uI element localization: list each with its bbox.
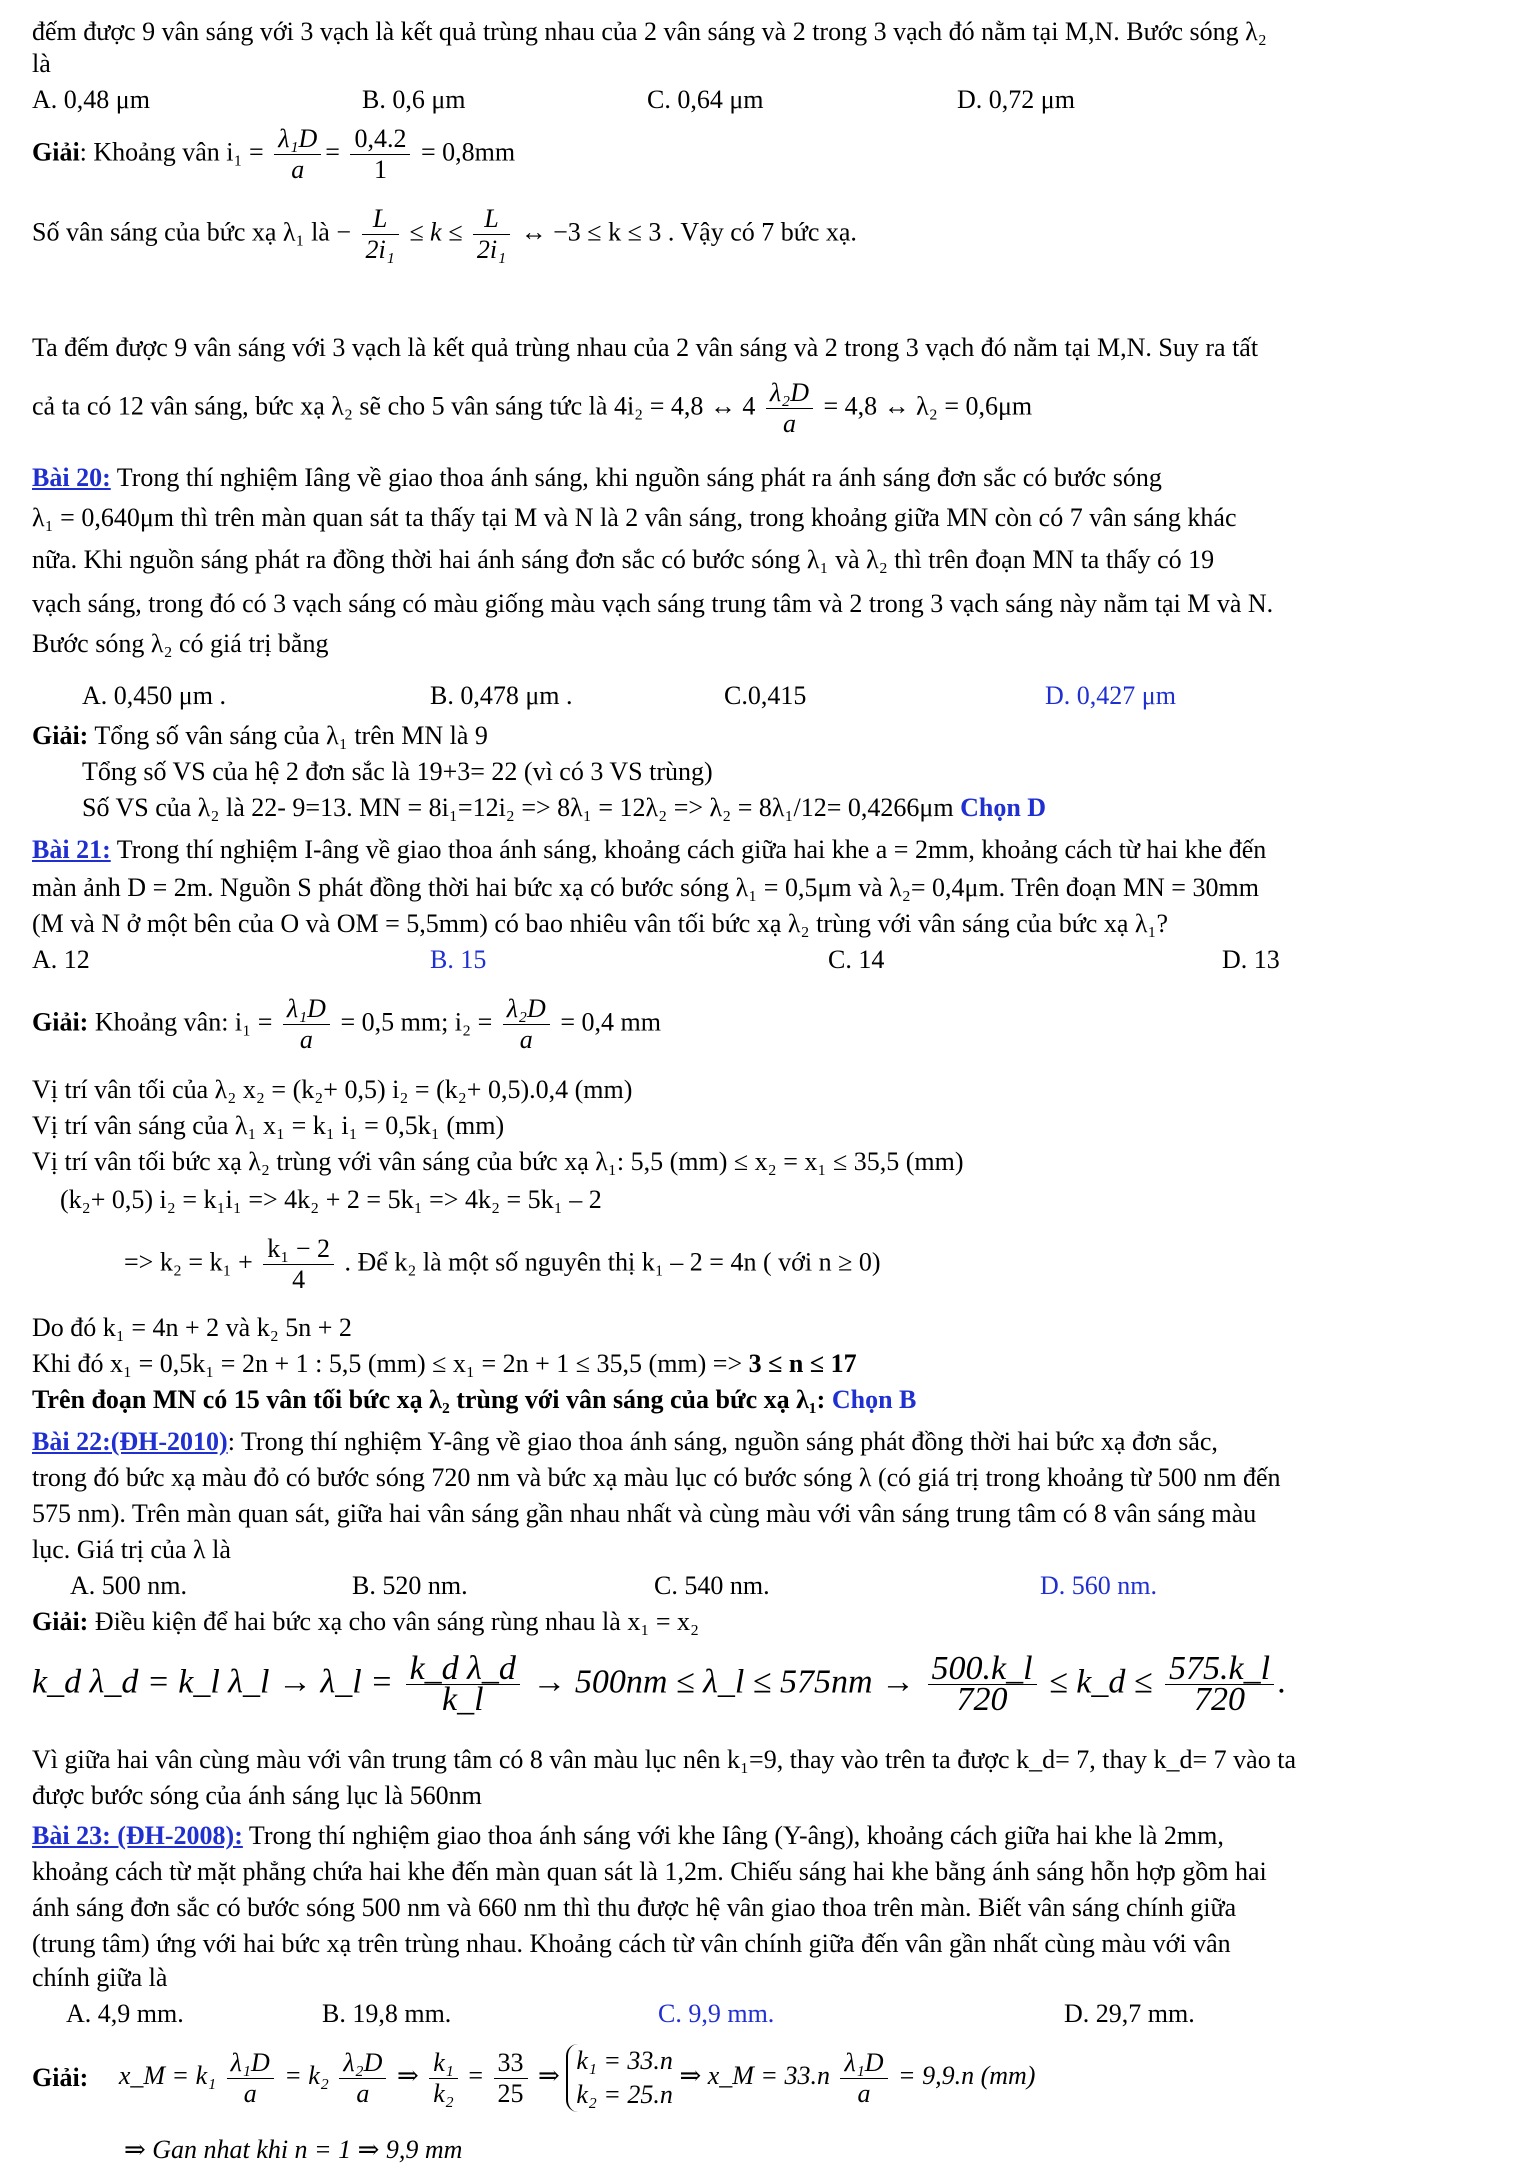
fraction: $\frac{33}{25}$ <box>494 2048 528 2109</box>
fraction: $\frac{500.k\_l}{720}$ <box>928 1654 1037 1715</box>
bai21-q1: Bài 21: Trong thí nghiệm I-âng về giao thoa ánh sáng, khoảng cách giữa hai khe a = 2mm, khoảng cách từ hai khe đến <box>32 835 1267 864</box>
fraction: $\frac{0,4.2}{1}$ <box>350 124 410 185</box>
option-a: A. 500 nm. <box>70 1571 187 1600</box>
option-d: D. 0,427 μm <box>1045 681 1176 710</box>
bai20-q4: vạch sáng, trong đó có 3 vạch sáng có màu giống màu vạch sáng trung tâm và 2 trong 3 vạch sáng này nằm tại M và N. <box>32 589 1274 618</box>
bai23-q1: Bài 23: (ĐH-2008): Trong thí nghiệm giao thoa ánh sáng với khe Iâng (Y-âng), khoảng cách giữa hai khe là 2mm, <box>32 1821 1224 1850</box>
bai22-formula: k_d λ_d = k_l λ_l → λ_l = $\frac{\text{k\_d λ\_d}}{k\_l}$ → 500nm ≤ λ_l ≤ 575nm → $\frac{500.k\_l}{720}$ ≤ k_d ≤ $\frac{575.k\_l}{720}$ . <box>32 1650 1287 1718</box>
bai22-q2: trong đó bức xạ màu đỏ có bước sóng 720 nm và bức xạ màu lục có bước sóng λ (có giá trị trong khoảng từ 500 nm đến <box>32 1463 1281 1492</box>
bai21-sol-1: Giải: Khoảng vân: i₁ = $\frac{\text{λ₁D}}{a}$ = 0,5 mm; i₂ = $\frac{\text{λ₂D}}{a}$ = 0,4 mm <box>32 994 661 1054</box>
option-a: A. 12 <box>32 945 90 974</box>
option-d: D. 13 <box>1222 945 1280 974</box>
bai22-sol-1: Giải: Điều kiện để hai bức xạ cho vân sáng rùng nhau là x₁ = x₂ <box>32 1607 700 1636</box>
bai21-title: Bài 21: <box>32 835 111 864</box>
bai21-sol-2: Vị trí vân tối của λ₂ x₂ = (k₂+ 0,5) i₂ = (k₂+ 0,5).0,4 (mm) <box>32 1075 633 1104</box>
bai20-q2: λ₁ = 0,640μm thì trên màn quan sát ta thấy tại M và N là 2 vân sáng, trong khoảng giữa MN còn có 7 vân sáng khác <box>32 503 1237 532</box>
bai21-sol-7: Do đó k₁ = 4n + 2 và k₂ 5n + 2 <box>32 1313 352 1342</box>
fraction: $\frac{L}{\text{2i₁}}$ <box>473 204 510 265</box>
bai23-last: ⇒ Gan nhat khi n = 1 ⇒ 9,9 mm <box>124 2135 463 2164</box>
option-a: A. 4,9 mm. <box>66 1999 184 2028</box>
option-d: D. 0,72 μm <box>957 85 1075 114</box>
option-c: C. 9,9 mm. <box>658 1999 775 2028</box>
top-line-2: là <box>32 49 51 78</box>
option-d: D. 560 nm. <box>1040 1571 1157 1600</box>
top-solution-4: cả ta có 12 vân sáng, bức xạ λ₂ sẽ cho 5 vân sáng tức là 4i₂ = 4,8 ↔ 4 $\frac{\text{λ₂D}}{a}$ = 4,8 ↔ λ₂ = 0,6μm <box>32 378 1033 438</box>
bai21-sol-3: Vị trí vân sáng của λ₁ x₁ = k₁ i₁ = 0,5k₁ (mm) <box>32 1111 505 1140</box>
bai20-sol-1: Giải: Tổng số vân sáng của λ₁ trên MN là 9 <box>32 721 488 750</box>
bai21-sol-4: Vị trí vân tối bức xạ λ₂ trùng với vân sáng của bức xạ λ₁: 5,5 (mm) ≤ x₂ = x₁ ≤ 35,5 (mm) <box>32 1147 964 1176</box>
bai21-sol-8: Khi đó x₁ = 0,5k₁ = 2n + 1 : 5,5 (mm) ≤ x₁ = 2n + 1 ≤ 35,5 (mm) => 3 ≤ n ≤ 17 <box>32 1349 857 1378</box>
top-line-1: đếm được 9 vân sáng với 3 vạch là kết quả trùng nhau của 2 vân sáng và 2 trong 3 vạch đó nằm tại M,N. Bước sóng λ₂ <box>32 17 1267 46</box>
bai21-q2: màn ảnh D = 2m. Nguồn S phát đồng thời hai bức xạ có bước sóng λ₁ = 0,5μm và λ₂= 0,4μm. Trên đoạn MN = 30mm <box>32 873 1259 902</box>
bai23-q5: chính giữa là <box>32 1963 168 1992</box>
fraction: $\frac{\text{λ₂D}}{a}$ <box>339 2048 386 2109</box>
bai23-q3: ánh sáng đơn sắc có bước sóng 500 nm và 660 nm thì thu được hệ vân giao thoa trên màn. Biết vân sáng chính giữa <box>32 1893 1237 1922</box>
top-solution-3: Ta đếm được 9 vân sáng với 3 vạch là kết quả trùng nhau của 2 vân sáng và 2 trong 3 vạch đó nằm tại M,N. Suy ra tất <box>32 333 1259 362</box>
option-b: B. 0,478 μm . <box>430 681 573 710</box>
fraction: $\frac{575.k\_l}{720}$ <box>1165 1654 1274 1715</box>
bai20-q3: nữa. Khi nguồn sáng phát ra đồng thời hai ánh sáng đơn sắc có bước sóng λ₁ và λ₂ thì trên đoạn MN ta thấy có 19 <box>32 545 1215 574</box>
bai22-sol-2: Vì giữa hai vân cùng màu với vân trung tâm có 8 vân màu lục nên k₁=9, thay vào trên ta được k_d= 7, thay k_d= 7 vào ta <box>32 1745 1296 1774</box>
fraction: $\frac{\text{λ₂D}}{a}$ <box>766 378 813 439</box>
bai20-sol-2: Tổng số VS của hệ 2 đơn sắc là 19+3= 22 (vì có 3 VS trùng) <box>82 757 713 786</box>
fraction: $\frac{\text{λ₁D}}{a}$ <box>274 124 321 185</box>
bai22-q4: lục. Giá trị của λ là <box>32 1535 231 1564</box>
bai20-title: Bài 20: <box>32 463 111 492</box>
bai22-q1: Bài 22:(ĐH-2010): Trong thí nghiệm Y-âng về giao thoa ánh sáng, nguồn sáng phát đồng thời hai bức xạ đơn sắc, <box>32 1427 1218 1456</box>
option-c: C. 14 <box>828 945 885 974</box>
choose-answer: Chọn B <box>831 1385 917 1414</box>
fraction: $\frac{\text{λ₁D}}{a}$ <box>227 2048 274 2109</box>
option-b: B. 19,8 mm. <box>322 1999 452 2028</box>
bai21-sol-5: (k₂+ 0,5) i₂ = k₁i₁ => 4k₂ + 2 = 5k₁ => 4k₂ = 5k₁ – 2 <box>60 1185 602 1214</box>
top-solution-2: Số vân sáng của bức xạ λ₁ là − $\frac{L}{\text{2i₁}}$ ≤ k ≤ $\frac{L}{\text{2i₁}}$ ↔ −3 ≤ k ≤ 3 . Vậy có 7 bức xạ. <box>32 204 857 264</box>
bai23-q2: khoảng cách từ mặt phẳng chứa hai khe đến màn quan sát là 1,2m. Chiếu sáng hai khe bằng ánh sáng hỗn hợp gồm hai <box>32 1857 1267 1886</box>
choose-answer: Chọn D <box>960 793 1047 822</box>
option-a: A. 0,450 μm . <box>82 681 226 710</box>
bai20-sol-3: Số VS của λ₂ là 22- 9=13. MN = 8i₁=12i₂ => 8λ₁ = 12λ₂ => λ₂ = 8λ₁/12= 0,4266μm Chọn D <box>82 793 1047 822</box>
bai20-q1: Bài 20: Trong thí nghiệm Iâng về giao thoa ánh sáng, khi nguồn sáng phát ra ánh sáng đơn sắc có bước sóng <box>32 463 1162 492</box>
bai23-q4: (trung tâm) ứng với hai bức xạ trên trùng nhau. Khoảng cách từ vân chính giữa đến vân gần nhất cùng màu với vân <box>32 1929 1231 1958</box>
bai21-sol-6: => k₂ = k₁ + $\frac{\text{k₁ − 2}}{4}$ . Để k₂ là một số nguyên thị k₁ – 2 = 4n ( với n ≥ 0) <box>124 1234 881 1294</box>
option-b: B. 520 nm. <box>352 1571 468 1600</box>
system-brace: k₁ = 33.n k₂ = 25.n <box>566 2044 673 2112</box>
fraction: $\frac{\text{λ₁D}}{a}$ <box>283 994 330 1055</box>
option-c: C.0,415 <box>724 681 807 710</box>
option-d: D. 29,7 mm. <box>1064 1999 1195 2028</box>
bai22-q3: 575 nm). Trên màn quan sát, giữa hai vân sáng gần nhau nhất và cùng màu với vân sáng trung tâm có 8 vân sáng màu <box>32 1499 1257 1528</box>
fraction: $\frac{\text{λ₂D}}{a}$ <box>503 994 550 1055</box>
option-a: A. 0,48 μm <box>32 85 150 114</box>
fraction: $\frac{\text{k₁}}{\text{k₂}}$ <box>429 2048 458 2109</box>
option-c: C. 0,64 μm <box>647 85 764 114</box>
bai22-title: Bài 22:(ĐH-2010) <box>32 1427 228 1456</box>
option-b: B. 0,6 μm <box>362 85 466 114</box>
bai21-q3: (M và N ở một bên của O và OM = 5,5mm) có bao nhiêu vân tối bức xạ λ₂ trùng với vân sáng của bức xạ λ₁? <box>32 909 1169 938</box>
bai22-sol-3: được bước sóng của ánh sáng lục là 560nm <box>32 1781 482 1810</box>
option-c: C. 540 nm. <box>654 1571 770 1600</box>
option-b: B. 15 <box>430 945 487 974</box>
top-solution-1: Giải: Khoảng vân i₁ = $\frac{\text{λ₁D}}{a}$ = $\frac{0,4.2}{1}$ = 0,8mm <box>32 124 516 184</box>
fraction: $\frac{\text{λ₁D}}{a}$ <box>840 2048 887 2109</box>
bai23-title: Bài 23: (ĐH-2008): <box>32 1821 243 1850</box>
bai23-formula: Giải: x_M = k₁ $\frac{\text{λ₁D}}{a}$ = k₂ $\frac{\text{λ₂D}}{a}$ ⇒ $\frac{\text{k₁}}{\text{k₂}}$ = $\frac{33}{25}$ ⇒ k₁ = 33.n k₂ = 25.n ⇒ x_M = 33.n $\frac{\text{λ₁D}}{a}$ = 9,9.n (mm) <box>32 2044 1035 2112</box>
fraction: $\frac{L}{\text{2i₁}}$ <box>362 204 399 265</box>
fraction: $\frac{\text{k\_d λ\_d}}{k\_l}$ <box>406 1654 520 1715</box>
fraction: $\frac{\text{k₁ − 2}}{4}$ <box>263 1234 334 1295</box>
bai20-q5: Bước sóng λ₂ có giá trị bằng <box>32 629 329 658</box>
bai21-sol-9: Trên đoạn MN có 15 vân tối bức xạ λ₂ trùng với vân sáng của bức xạ λ₁: Chọn B <box>32 1385 917 1414</box>
